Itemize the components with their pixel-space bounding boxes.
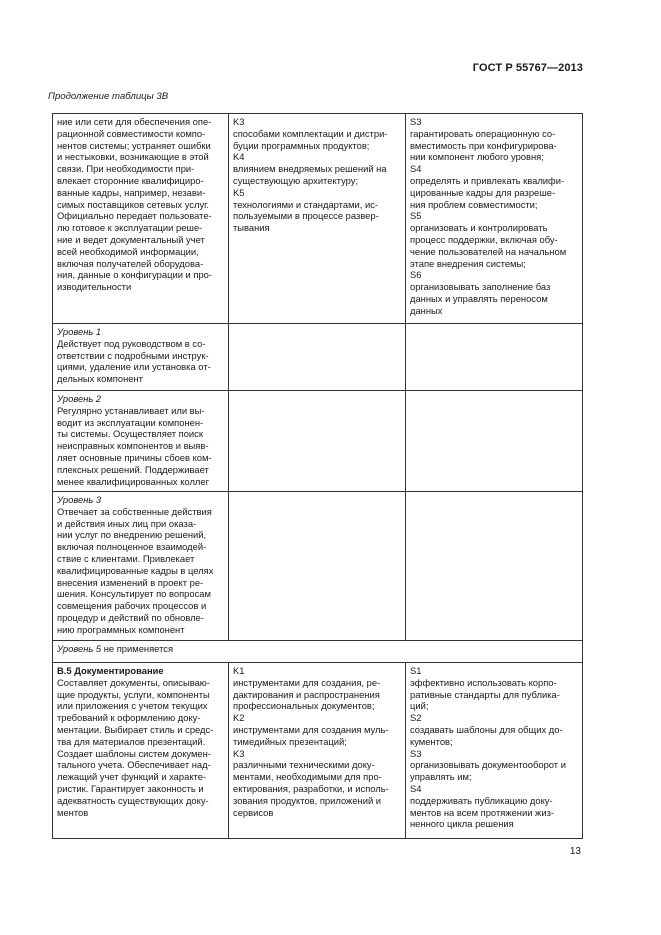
skill-code: S5: [410, 210, 422, 222]
page-number: 13: [569, 846, 581, 857]
description-cell: [53, 114, 229, 324]
table-row: [53, 391, 583, 492]
level-3-cell: [53, 492, 229, 641]
empty-cell: [229, 324, 406, 391]
section-text: Составляет документы, описываю- щие продукты, услуги, компоненты или приложения с учетом текущих требований к оформлению доку- ментации. Выбирает стиль и средс- тва для материалов презентаций. Создает шаблоны систем докумен- тального учета. Обеспечивает над- лежащий учет функций и характе- ристик. Гарантирует законность и адекватность существующих доку- ментов: [57, 676, 214, 818]
table-caption: Продолжение таблицы 3В: [48, 91, 169, 102]
empty-cell: [406, 492, 583, 641]
level-note: не применяется: [101, 643, 174, 654]
level-1-cell: [53, 324, 229, 391]
skill-text: организовывать заполнение баз данных и управлять переносом данных: [410, 281, 551, 316]
skills-cell: [406, 663, 583, 839]
knowledge-text: различными техническими доку- ментами, необходимыми для про- ектирования, разработки, и исполь- зования продуктов, приложений и сервисов: [233, 759, 389, 818]
knowledge-text: инструментами для создания, ре- дактирования и распространения профессиональных документов;: [233, 676, 381, 712]
skill-code: S4: [410, 782, 422, 794]
level-2-cell: [53, 391, 229, 492]
skill-text: эффективно использовать корпо- ративные стандарты для публика- ций;: [410, 676, 560, 712]
skill-text: организовать и контролировать процесс поддержки, включая обу- чение пользователей на начальном этапе внедрения системы;: [410, 222, 567, 269]
knowledge-text: способами комплектации и дистри- буции программных продуктов;: [233, 127, 388, 151]
level-title: Уровень 2: [57, 393, 102, 404]
knowledge-text: технологиями и стандартами, ис- пользуемыми в процессе развер- тывания: [233, 198, 379, 234]
knowledge-code: K3: [233, 116, 245, 127]
skill-text: организовывать документооборот и управлять им;: [410, 759, 566, 783]
knowledge-code: K1: [233, 665, 245, 676]
skill-text: определять и привлекать квалифи- цированные кадры для разреше- ния проблем совместимости;: [410, 174, 565, 210]
table-row: [53, 663, 583, 839]
document-code: ГОСТ Р 55767—2013: [472, 62, 583, 74]
skill-code: S3: [410, 747, 422, 759]
skill-text: поддерживать публикацию доку- ментов на всем протяжении жиз- ненного цикла решения: [410, 794, 554, 830]
level-5-cell: [53, 641, 583, 663]
skill-code: S4: [410, 163, 422, 175]
level-text: Регулярно устанавливает или вы- водит из эксплуатации компонен- ты системы. Осуществляет поиск неисправных компонентов и выяв- ляет основные причины сбоев ком- плексных решений. Поддерживает менее квалифицированных коллег: [57, 404, 212, 487]
skills-cell: [406, 114, 583, 324]
knowledge-code: K3: [233, 747, 245, 759]
level-title: Уровень 5: [57, 643, 102, 654]
table-row: [53, 324, 583, 391]
empty-cell: [229, 492, 406, 641]
empty-cell: [406, 324, 583, 391]
knowledge-code: K4: [233, 151, 245, 163]
skill-text: создавать шаблоны для общих до- кументов;: [410, 723, 563, 747]
level-title: Уровень 1: [57, 326, 102, 337]
section-title: B.5 Документирование: [57, 665, 164, 676]
level-text: Действует под руководством в со- ответствии с подробными инструк- циями, удаление или установка от- дельных компонент: [57, 337, 211, 385]
knowledge-cell: [229, 663, 406, 839]
level-text: Отвечает за собственные действия и действия иных лиц при оказа- нии услуг по внедрению решений, включая полноценное взаимодей- ствие с клиентами. Привлекает квалифицированные кадры в целях внесения изменений в проект ре- шения. Консультирует по вопросам совмещения рабочих процессов и процедур и действий по обновле- нию программных компонент: [57, 505, 214, 635]
level-title: Уровень 3: [57, 494, 102, 505]
skill-code: S2: [410, 712, 422, 724]
description-text: ние или сети для обеспечения опе- рационной совместимости компо- нентов системы; устраняет ошибки и нестыковки, возникающие в этой связи. При необходимости при- влекает сторонние квалифициро- ванные кадры, например, незави- симых поставщиков сетевых услуг. Официально передает пользовате- лю готовое к эксплуатации реше- ние и ведет документальный учет всей необходимой информации, включая получателей оборудова- ния, данные о конфигурации и про- изводительности: [57, 116, 213, 293]
empty-cell: [406, 391, 583, 492]
competence-table: [52, 113, 583, 839]
knowledge-code: K2: [233, 712, 245, 724]
table-row: [53, 114, 583, 324]
section-b5-cell: [53, 663, 229, 839]
table-row: [53, 492, 583, 641]
skill-code: S6: [410, 269, 422, 281]
skill-text: гарантировать операционную со- вместимость при конфигурирова- нии компонент любого уровня;: [410, 127, 557, 163]
knowledge-code: K5: [233, 186, 245, 198]
skill-code: S3: [410, 116, 422, 127]
knowledge-text: влиянием внедряемых решений на существующую архитектуру;: [233, 163, 387, 186]
knowledge-text: инструментами для создания муль- тимедийных презентаций;: [233, 723, 389, 747]
skill-code: S1: [410, 665, 422, 676]
empty-cell: [229, 391, 406, 492]
knowledge-cell: [229, 114, 406, 324]
table-row: [53, 641, 583, 663]
